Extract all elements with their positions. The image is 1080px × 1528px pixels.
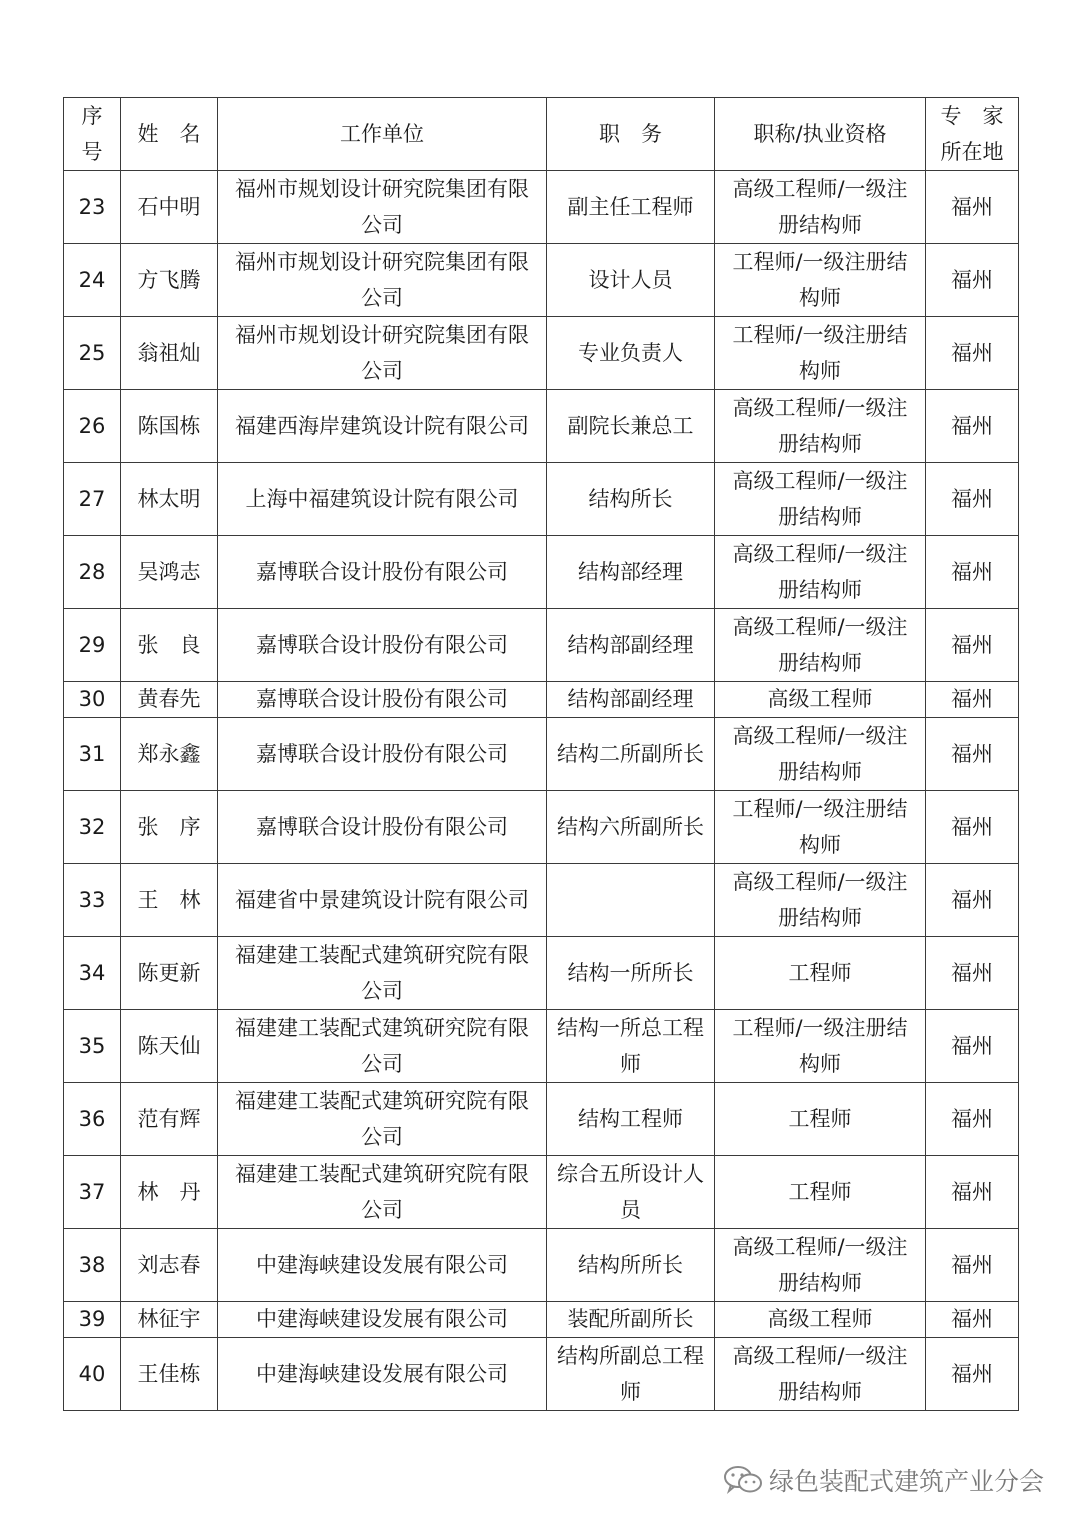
cell-duty: 结构部经理: [547, 536, 715, 609]
cell-unit: 嘉博联合设计股份有限公司: [218, 718, 547, 791]
cell-unit: 嘉博联合设计股份有限公司: [218, 682, 547, 718]
cell-location: 福州: [926, 1083, 1019, 1156]
table-row: [64, 463, 1019, 536]
cell-unit: 福州市规划设计研究院集团有限公司: [218, 317, 547, 390]
cell-title: 高级工程师/一级注册结构师: [715, 609, 926, 682]
cell-duty: 结构二所副所长: [547, 718, 715, 791]
cell-unit: 中建海峡建设发展有限公司: [218, 1338, 547, 1411]
cell-title: 工程师/一级注册结构师: [715, 791, 926, 864]
cell-name: 王佳栋: [121, 1338, 218, 1411]
cell-name: 林 丹: [121, 1156, 218, 1229]
cell-location: 福州: [926, 1229, 1019, 1302]
cell-location: 福州: [926, 317, 1019, 390]
cell-name: 王 林: [121, 864, 218, 937]
table-row: [64, 390, 1019, 463]
cell-no: 38: [64, 1229, 121, 1302]
cell-no: 29: [64, 609, 121, 682]
cell-name: 方飞腾: [121, 244, 218, 317]
cell-location: 福州: [926, 609, 1019, 682]
cell-location: 福州: [926, 682, 1019, 718]
header-location: 专 家所在地: [926, 98, 1019, 171]
table-row: [64, 937, 1019, 1010]
cell-title: 工程师: [715, 1156, 926, 1229]
cell-title: 高级工程师/一级注册结构师: [715, 463, 926, 536]
cell-title: 高级工程师: [715, 1302, 926, 1338]
cell-no: 31: [64, 718, 121, 791]
cell-no: 34: [64, 937, 121, 1010]
cell-no: 28: [64, 536, 121, 609]
cell-name: 翁祖灿: [121, 317, 218, 390]
cell-name: 陈国栋: [121, 390, 218, 463]
table-row: [64, 1156, 1019, 1229]
cell-no: 36: [64, 1083, 121, 1156]
wechat-icon: [723, 1464, 763, 1496]
cell-no: 25: [64, 317, 121, 390]
cell-unit: 福建西海岸建筑设计院有限公司: [218, 390, 547, 463]
cell-no: 35: [64, 1010, 121, 1083]
cell-title: 工程师/一级注册结构师: [715, 244, 926, 317]
cell-duty: 结构部副经理: [547, 682, 715, 718]
cell-duty: 设计人员: [547, 244, 715, 317]
table-row: [64, 1010, 1019, 1083]
cell-duty: 结构所所长: [547, 1229, 715, 1302]
table-row: [64, 864, 1019, 937]
cell-location: 福州: [926, 937, 1019, 1010]
cell-name: 刘志春: [121, 1229, 218, 1302]
cell-duty: 结构所长: [547, 463, 715, 536]
cell-no: 30: [64, 682, 121, 718]
cell-duty: 结构一所总工程师: [547, 1010, 715, 1083]
table-row: [64, 244, 1019, 317]
cell-location: 福州: [926, 864, 1019, 937]
cell-name: 黄春先: [121, 682, 218, 718]
table-row: [64, 718, 1019, 791]
cell-title: 工程师/一级注册结构师: [715, 317, 926, 390]
table-row: [64, 791, 1019, 864]
cell-unit: 福建建工装配式建筑研究院有限公司: [218, 1083, 547, 1156]
table-row: [64, 1302, 1019, 1338]
cell-title: 高级工程师/一级注册结构师: [715, 1338, 926, 1411]
cell-duty: [547, 864, 715, 937]
cell-duty: 结构工程师: [547, 1083, 715, 1156]
cell-location: 福州: [926, 463, 1019, 536]
header-duty: 职 务: [547, 98, 715, 171]
cell-duty: 装配所副所长: [547, 1302, 715, 1338]
cell-name: 范有辉: [121, 1083, 218, 1156]
cell-title: 工程师: [715, 1083, 926, 1156]
cell-unit: 福建建工装配式建筑研究院有限公司: [218, 1156, 547, 1229]
cell-location: 福州: [926, 1156, 1019, 1229]
table-body: [64, 171, 1019, 1411]
cell-duty: 副主任工程师: [547, 171, 715, 244]
cell-title: 工程师/一级注册结构师: [715, 1010, 926, 1083]
table-row: [64, 171, 1019, 244]
cell-location: 福州: [926, 390, 1019, 463]
cell-no: 39: [64, 1302, 121, 1338]
cell-location: 福州: [926, 1010, 1019, 1083]
cell-title: 高级工程师: [715, 682, 926, 718]
cell-duty: 综合五所设计人员: [547, 1156, 715, 1229]
cell-name: 张 良: [121, 609, 218, 682]
cell-name: 林征宇: [121, 1302, 218, 1338]
cell-duty: 副院长兼总工: [547, 390, 715, 463]
cell-no: 27: [64, 463, 121, 536]
cell-unit: 福建省中景建筑设计院有限公司: [218, 864, 547, 937]
watermark-text: 绿色装配式建筑产业分会: [768, 1467, 1044, 1496]
table-row: [64, 1229, 1019, 1302]
cell-unit: 嘉博联合设计股份有限公司: [218, 791, 547, 864]
cell-unit: 福州市规划设计研究院集团有限公司: [218, 171, 547, 244]
cell-location: 福州: [926, 171, 1019, 244]
cell-location: 福州: [926, 1302, 1019, 1338]
cell-duty: 结构六所副所长: [547, 791, 715, 864]
cell-name: 吴鸿志: [121, 536, 218, 609]
cell-title: 高级工程师/一级注册结构师: [715, 1229, 926, 1302]
cell-unit: 福建建工装配式建筑研究院有限公司: [218, 1010, 547, 1083]
header-title: 职称/执业资格: [715, 98, 926, 171]
cell-no: 40: [64, 1338, 121, 1411]
cell-location: 福州: [926, 536, 1019, 609]
header-name: 姓 名: [121, 98, 218, 171]
table-row: [64, 682, 1019, 718]
cell-name: 郑永鑫: [121, 718, 218, 791]
cell-location: 福州: [926, 1338, 1019, 1411]
cell-duty: 专业负责人: [547, 317, 715, 390]
cell-unit: 福州市规划设计研究院集团有限公司: [218, 244, 547, 317]
cell-name: 张 序: [121, 791, 218, 864]
cell-title: 高级工程师/一级注册结构师: [715, 864, 926, 937]
cell-unit: 嘉博联合设计股份有限公司: [218, 609, 547, 682]
cell-name: 石中明: [121, 171, 218, 244]
cell-location: 福州: [926, 244, 1019, 317]
cell-location: 福州: [926, 718, 1019, 791]
cell-unit: 上海中福建筑设计院有限公司: [218, 463, 547, 536]
cell-no: 37: [64, 1156, 121, 1229]
cell-name: 林太明: [121, 463, 218, 536]
cell-unit: 中建海峡建设发展有限公司: [218, 1229, 547, 1302]
cell-title: 高级工程师/一级注册结构师: [715, 390, 926, 463]
cell-name: 陈天仙: [121, 1010, 218, 1083]
table-row: [64, 1083, 1019, 1156]
cell-title: 工程师: [715, 937, 926, 1010]
cell-location: 福州: [926, 791, 1019, 864]
cell-title: 高级工程师/一级注册结构师: [715, 171, 926, 244]
table-row: [64, 1338, 1019, 1411]
cell-name: 陈更新: [121, 937, 218, 1010]
table-row: [64, 609, 1019, 682]
header-unit: 工作单位: [218, 98, 547, 171]
cell-unit: 福建建工装配式建筑研究院有限公司: [218, 937, 547, 1010]
table-row: [64, 536, 1019, 609]
cell-duty: 结构部副经理: [547, 609, 715, 682]
table-row: [64, 317, 1019, 390]
table-header-row: [64, 98, 1019, 171]
cell-title: 高级工程师/一级注册结构师: [715, 718, 926, 791]
cell-no: 26: [64, 390, 121, 463]
cell-unit: 中建海峡建设发展有限公司: [218, 1302, 547, 1338]
cell-unit: 嘉博联合设计股份有限公司: [218, 536, 547, 609]
cell-title: 高级工程师/一级注册结构师: [715, 536, 926, 609]
cell-no: 23: [64, 171, 121, 244]
watermark: [723, 1460, 1044, 1500]
cell-no: 24: [64, 244, 121, 317]
cell-duty: 结构一所所长: [547, 937, 715, 1010]
expert-table: [63, 97, 1019, 1411]
header-no: 序号: [64, 98, 121, 171]
cell-no: 32: [64, 791, 121, 864]
cell-no: 33: [64, 864, 121, 937]
cell-duty: 结构所副总工程师: [547, 1338, 715, 1411]
